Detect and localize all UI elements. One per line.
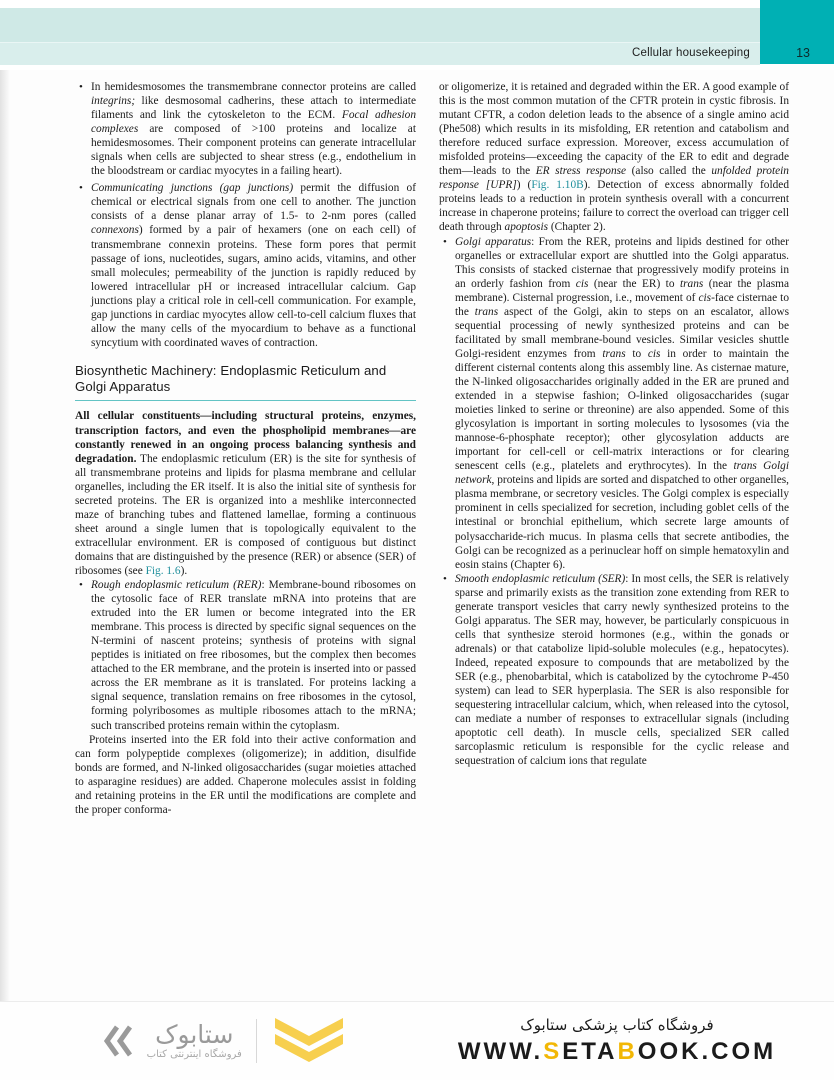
url-prefix: WWW. xyxy=(457,1038,544,1065)
setabook-mark-icon xyxy=(271,1014,347,1069)
page-running-head xyxy=(0,0,834,70)
bullet-marker: • xyxy=(443,235,447,248)
section-heading: Biosynthetic Machinery: Endoplasmic Reticulum and Golgi Apparatus xyxy=(75,362,387,395)
list-item xyxy=(439,235,789,572)
bullet-marker: • xyxy=(443,572,447,585)
running-head-title: Cellular housekeeping xyxy=(632,47,750,59)
bullet-marker: • xyxy=(79,182,83,195)
footer-logo-group xyxy=(0,1014,420,1069)
list-item-text: Golgi apparatus: From the RER, proteins and lipids destined for other organelles or extracellular export are shuttled into the Golgi apparatus. This consists of stacked cisternae that progressively modify proteins in an orderly fashion from cis (near the ER) to trans (near the plasma membrane). Cisternal progression, i.e., movement of cis-face cisternae to the trans aspect of the Golgi, akin to steps on an escalator, allows sequential processing of newly synthesized proteins and can be facilitated by small membrane-bound vesicles. Similar vesicles shuttle Golgi-resident enzymes from trans to cis in order to maintain the different cisternal contents along this assembly line. As cisternae mature, the N-linked oligosaccharides originally added in the ER are pruned and extended in a stepwise fashion; O-linked oligosaccharides (sugar moieties linked to serine or threonine) are also appended. Some of this glycosylation is important in sorting molecules to lysosomes (via the mannose-6-phosphate receptor); other glycosylation adducts are important for cell-cell or cell-matrix interactions or for clearing senescent cells (e.g., platelets and erythrocytes). In the trans Golgi network, proteins and lipids are sorted and dispatched to other organelles, plasma membrane, or secretory vesicles. The Golgi complex is especially prominent in cells specialized for secretion, including goblet cells of the intestinal or bronchial epithelium, which secrete large amounts of polysaccharide-rich mucus. In plasma cells that secrete antibodies, the Golgi can be recognized as a perinuclear hoff on simple hematoxylin and eosin stains (Chapter 6). xyxy=(455,235,790,571)
url-middle: ETA xyxy=(562,1038,618,1065)
logo-divider xyxy=(256,1019,258,1063)
list-item-text: Communicating junctions (gap junctions) permit the diffusion of chemical or electrical signals from one cell to another. The junction consists of a dense planar array of 1.5- to 2-nm pores (called connexons) formed by a pair of hexamers (one on each cell) of transmembrane connexin proteins. These form pores that permit passage of ions, nucleotides, sugars, amino acids, vitamins, and other small molecules; permeability of the junction is rapidly reduced by lowered intracellular pH or increased intracellular calcium. Gap junctions play a critical role in cell-cell communication. For example, gap junctions in cardiac myocytes allow cell-to-cell calcium fluxes that allow the many cells of the myocardium to behave as a functional syncytium with coordinated waves of contraction. xyxy=(91,182,416,349)
left-column xyxy=(75,80,416,817)
right-column xyxy=(439,80,789,768)
url-suffix: OOK.COM xyxy=(637,1038,777,1065)
double-chevron-icon xyxy=(103,1024,133,1058)
list-item xyxy=(75,578,416,733)
setabook-wordmark xyxy=(147,1022,242,1060)
url-accent-b: B xyxy=(617,1038,638,1065)
bullet-marker: • xyxy=(79,81,83,93)
list-item-text: Rough endoplasmic reticulum (RER): Membrane-bound ribosomes on the cytosolic face of RER translate mRNA into proteins that are extruded into the ER lumen or become integrated into the ER membrane. This process is directed by specific signal sequences on the N-termini of nascent proteins; synthesis of proteins with signal peptides is initiated on free ribosomes, but the complex then becomes attached to the ER membrane, and the protein is inserted into or passed across the ER membrane as it is translated. For proteins lacking a signal sequence, translation remains on free ribosomes in the cytosol, forming polyribosomes as multiple ribosomes attach to the mRNA; such transcribed proteins remain within the cytoplasm. xyxy=(91,579,416,732)
list-item xyxy=(75,181,416,350)
footer-tagline-fa: فروشگاه کتاب پزشکی ستابوک xyxy=(520,1016,714,1034)
body-paragraph: All cellular constituents—including structural proteins, enzymes, transcription factors, and even the phospholipid membranes—are constantly renewed in an ongoing process balancing synthesis and degradation. The endoplasmic reticulum (ER) is the site for synthesis of all transmembrane proteins and lipids for plasma membrane and cellular organelles, including the ER itself. It is also the initial site of synthesis for secreted proteins. The ER is organized into a meshlike interconnected maze of branching tubes and flattened lamellae, forming a continuous sheet around a single lumen that is topologically equivalent to the extracellular environment. ER is composed of contiguous but distinct domains that are distinguished by the presence (RER) or absence (SER) of ribosomes (see Fig. 1.6). xyxy=(75,410,416,577)
list-item-text: Smooth endoplasmic reticulum (SER): In most cells, the SER is relatively sparse and primarily exists as the transition zone extending from RER to generate transport vesicles that carry newly synthesized proteins to the Golgi apparatus. The SER may, however, be particularly conspicuous in cells that synthesize steroid hormones (e.g., within the gonads or adrenals) or that catabolize lipid-soluble molecules (e.g., hepatocytes). Indeed, repeated exposure to compounds that are metabolized by the SER (e.g., phenobarbital, which is catabolized by the cytochrome P-450 system) can lead to SER hyperplasia. The SER is also responsible for sequestering intracellular calcium, which, when released into the cytosol, can mediate a number of responses to extracellular signals (including apoptotic cell death). In muscle cells, specialized SER called sarcoplasmic reticulum is responsible for the cyclic release and sequestration of calcium ions that regulate xyxy=(455,572,789,768)
two-column-layout xyxy=(75,80,790,817)
list-item xyxy=(439,572,789,769)
list-item-text: In hemidesmosomes the transmembrane connector proteins are called integrins; like desmosomal cadherins, these attach to intermediate filaments and link the cytoskeleton to the ECM. Focal adhesion complexes are composed of >100 proteins and localize at hemidesmosomes. Their component proteins can generate intracellular signals when cells are subjected to shear stress (e.g., endothelium in the bloodstream or cardiac myocytes in a failing heart). xyxy=(91,81,416,178)
footer-brand-group xyxy=(420,1016,834,1066)
setabook-subtitle-fa: فروشگاه اینترنتی کتاب xyxy=(146,1049,242,1060)
page-number: 13 xyxy=(796,46,810,60)
list-item xyxy=(75,80,416,178)
body-paragraph: Proteins inserted into the ER fold into their active conformation and can form polypeptide complexes (oligomerize); in addition, disulfide bonds are formed, and N-linked oligosaccharides (sugar moieties attached to asparagine residues) are added. Chaperone molecules assist in folding and retaining proteins in the ER until the modifications are complete and the proper conforma- xyxy=(75,733,416,816)
body-paragraph: or oligomerize, it is retained and degraded within the ER. A good example of this is the most common mutation of the CFTR protein in cystic fibrosis. In mutant CFTR, a codon deletion leads to the absence of a single amino acid (Phe508) which results in its misfolding, ER retention and catabolism and therefore reduced surface expression. Moreover, excess accumulation of misfolded proteins—exceeding the capacity of the ER to edit and degrade them—leads to the ER stress response (also called the unfolded protein response [UPR]) (Fig. 1.10B). Detection of excess abnormally folded proteins leads to a reduction in protein synthesis overall with a concurrent increase in chaperone proteins; failure to correct the overload can trigger cell death through apoptosis (Chapter 2). xyxy=(439,81,790,234)
bullet-marker: • xyxy=(79,579,83,592)
url-accent-s: S xyxy=(543,1038,563,1065)
setabook-name-fa: ستابوک xyxy=(155,1020,234,1049)
footer-watermark xyxy=(0,1001,834,1080)
page-content xyxy=(0,70,834,1080)
section-heading-rule xyxy=(75,400,416,402)
footer-website-url[interactable] xyxy=(458,1038,776,1066)
